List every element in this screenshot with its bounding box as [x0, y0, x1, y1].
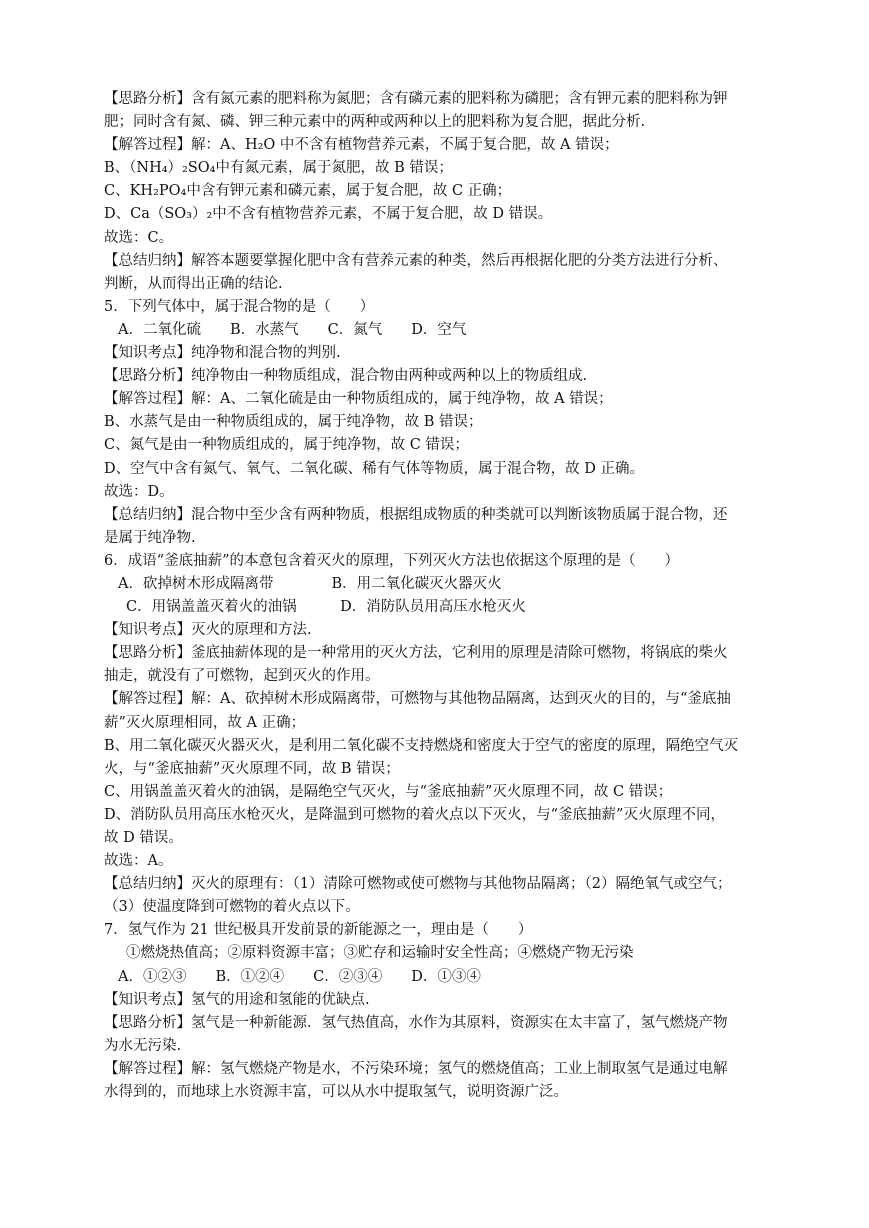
text-line: 【总结归纳】灭火的原理有：（1）清除可燃物或使可燃物与其他物品隔离；（2）隔绝氧气或空气；	[104, 876, 732, 893]
text-line: 【总结归纳】混合物中至少含有两种物质，根据组成物质的种类就可以判断该物质属于混合物，还	[104, 506, 728, 523]
question-stem: 7．氢气作为 21 世纪极具开发前景的新能源之一，理由是（ ）	[104, 922, 533, 939]
text-line: 【知识考点】灭火的原理和方法.	[104, 622, 312, 639]
text-line: C、氮气是由一种物质组成的，属于纯净物，故 C 错误；	[104, 437, 469, 454]
question-stem: 5．下列气体中，属于混合物的是（ ）	[104, 298, 375, 315]
answer-options: A．二氧化硫 B．水蒸气 C．氮气 D．空气	[118, 321, 467, 338]
text-line: 故选：A。	[104, 853, 173, 870]
text-line: 【总结归纳】解答本题要掌握化肥中含有营养元素的种类，然后再根据化肥的分类方法进行分析、	[104, 252, 728, 269]
text-line: 【思路分析】含有氮元素的肥料称为氮肥；含有磷元素的肥料称为磷肥；含有钾元素的肥料称为钾	[104, 91, 728, 107]
text-line: 【解答过程】解：A、H₂O 中不含有植物营养元素，不属于复合肥，故 A 错误；	[104, 137, 619, 154]
text-line: 是属于纯净物.	[104, 529, 196, 546]
answer-options: A．砍掉树木形成隔离带 B．用二氧化碳灭火器灭火	[118, 575, 502, 592]
text-line: 肥；同时含有氮、磷、钾三种元素中的两种或两种以上的肥料称为复合肥，据此分析.	[104, 114, 646, 131]
text-line: 【思路分析】纯净物由一种物质组成，混合物由两种或两种以上的物质组成.	[104, 368, 588, 385]
text-line: C、KH₂PO₄中含有钾元素和磷元素，属于复合肥，故 C 正确；	[104, 183, 512, 200]
text-line: （3）使温度降到可燃物的着火点以下。	[104, 899, 360, 916]
answer-options: A．①②③ B．①②④ C．②③④ D．①③④	[118, 968, 481, 985]
text-line: B、用二氧化碳灭火器灭火，是利用二氧化碳不支持燃烧和密度大于空气的密度的原理，隔绝空气灭	[104, 737, 739, 754]
text-line: C、用锅盖盖灭着火的油锅，是隔绝空气灭火，与“釜底抽薪”灭火原理不同，故 C 错误；	[104, 783, 673, 800]
text-line: B、水蒸气是由一种物质组成的，属于纯净物，故 B 错误；	[104, 414, 483, 431]
text-line: 【解答过程】解：A、砍掉树木形成隔离带，可燃物与其他物品隔离，达到灭火的目的，与“釜底抽	[104, 691, 731, 708]
text-line: 水得到的，而地球上水资源丰富，可以从水中提取氢气，说明资源广泛。	[104, 1084, 568, 1101]
text-line: D、Ca（SO₃）₂中不含有植物营养元素，不属于复合肥，故 D 错误。	[104, 206, 553, 223]
text-line: 抽走，就没有了可燃物，起到灭火的作用。	[104, 668, 380, 685]
text-line: D、消防队员用高压水枪灭火，是降温到可燃物的着火点以下灭火，与“釜底抽薪”灭火原理不同，	[104, 806, 725, 823]
text-line: 【解答过程】解：A、二氧化硫是由一种物质组成的，属于纯净物，故 A 错误；	[104, 391, 613, 408]
text-line: 薪”灭火原理相同，故 A 正确；	[104, 714, 306, 731]
question-statements: ①燃烧热值高；②原料资源丰富；③贮存和运输时安全性高；④燃烧产物无污染	[126, 945, 634, 962]
text-line: 故选：D。	[104, 483, 174, 500]
text-line: 【解答过程】解：氢气燃烧产物是水，不污染环境；氢气的燃烧值高；工业上制取氢气是通过电解	[104, 1060, 728, 1077]
text-line: B、（NH₄）₂SO₄中有氮元素，属于氮肥，故 B 错误；	[104, 160, 453, 177]
text-line: 故选：C。	[104, 229, 174, 246]
answer-options: C．用锅盖盖灭着火的油锅 D．消防队员用高压水枪灭火	[126, 599, 526, 616]
text-line: 【知识考点】纯净物和混合物的判别.	[104, 345, 341, 362]
text-line: 【知识考点】氢气的用途和氢能的优缺点.	[104, 991, 370, 1008]
question-stem: 6．成语“釜底抽薪”的本意包含着灭火的原理，下列灭火方法也依据这个原理的是（ ）	[104, 552, 680, 569]
text-line: 故 D 错误。	[104, 830, 183, 846]
text-line: D、空气中含有氮气、氧气、二氧化碳、稀有气体等物质，属于混合物，故 D 正确。	[104, 460, 644, 477]
text-line: 【思路分析】氢气是一种新能源．氢气热值高，水作为其原料，资源实在太丰富了，氢气燃烧产物	[104, 1014, 728, 1031]
text-line: 火，与“釜底抽薪”灭火原理不同，故 B 错误；	[104, 760, 400, 777]
text-line: 判断，从而得出正确的结论.	[104, 275, 283, 292]
text-line: 为水无污染.	[104, 1037, 182, 1054]
text-line: 【思路分析】釜底抽薪体现的是一种常用的灭火方法，它利用的原理是清除可燃物，将锅底的柴火	[104, 645, 728, 662]
